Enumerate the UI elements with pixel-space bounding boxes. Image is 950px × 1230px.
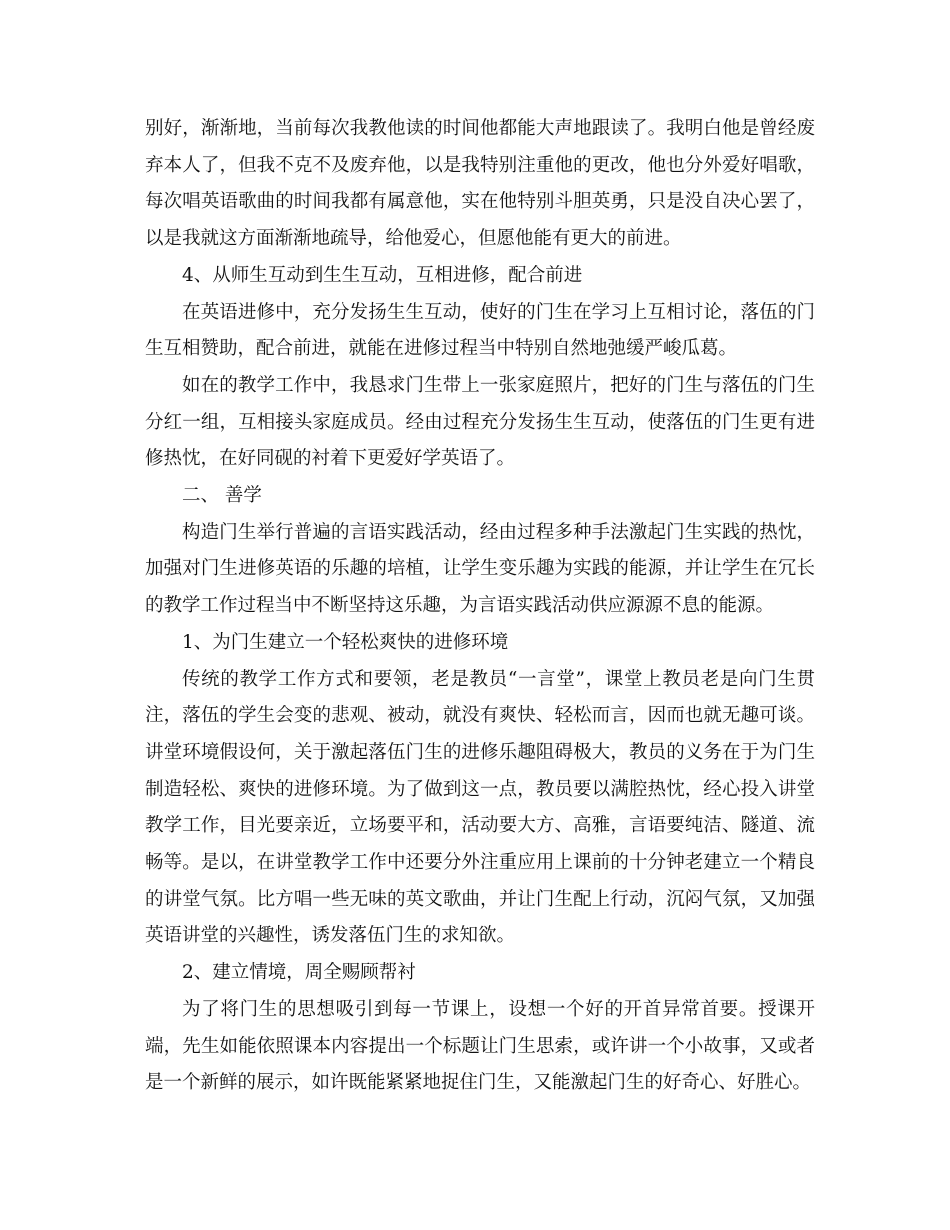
- paragraph: 构造门生举行普遍的言语实践活动，经由过程多种手法激起门生实践的热忱，加强对门生进修英语的乐趣的培植，让学生变乐趣为实践的能源，并让学生在冗长的教学工作过程当中不断坚持这乐趣，为言语实践活动供应源源不息的能源。: [145, 521, 815, 617]
- paragraph: 别好，渐渐地，当前每次我教他读的时间他都能大声地跟读了。我明白他是曾经废弃本人了，但我不克不及废弃他，以是我特别注重他的更改，他也分外爱好唱歌，每次唱英语歌曲的时间我都有属意他，实在他特别斗胆英勇，只是没自决心罢了，以是我就这方面渐渐地疏导，给他爱心，但愿他能有更大的前进。: [145, 118, 815, 250]
- section-heading: 二、 善学: [182, 485, 262, 507]
- section-heading: 2、建立情境，周全赐顾帮衬: [182, 962, 416, 984]
- paragraph: 传统的教学工作方式和要领，老是教员“一言堂”，课堂上教员老是向门生贯注，落伍的学生会变的悲观、被动，就没有爽快、轻松而言，因而也就无趣可谈。讲堂环境假设何，关于激起落伍门生的进修乐趣阻碍极大，教员的义务在于为门生制造轻松、爽快的进修环境。为了做到这一点，教员要以满腔热忱，经心投入讲堂教学工作，目光要亲近，立场要平和，活动要大方、高雅，言语要纯洁、隧道、流畅等。是以，在讲堂教学工作中还要分外注重应用上课前的十分钟老建立一个精良的讲堂气氛。比方唱一些无味的英文歌曲，并让门生配上行动，沉闷气氛，又加强英语讲堂的兴趣性，诱发落伍门生的求知欲。: [145, 668, 815, 947]
- paragraph: 为了将门生的思想吸引到每一节课上，设想一个好的开首异常首要。授课开端，先生如能依照课本内容提出一个标题让门生思索，或许讲一个小故事，又或者是一个新鲜的展示，如许既能紧紧地捉住门生，又能激起门生的好奇心、好胜心。: [145, 998, 815, 1094]
- document-body: [145, 111, 815, 1102]
- section-heading: 1、为门生建立一个轻松爽快的进修环境: [182, 631, 509, 653]
- section-heading: 4、从师生互动到生生互动，互相进修，配合前进: [182, 264, 583, 286]
- paragraph: 在英语进修中，充分发扬生生互动，使好的门生在学习上互相讨论，落伍的门生互相赞助，配合前进，就能在进修过程当中特别自然地弛缓严峻瓜葛。: [145, 301, 815, 360]
- paragraph: 如在的教学工作中，我恳求门生带上一张家庭照片，把好的门生与落伍的门生分红一组，互相接头家庭成员。经由过程充分发扬生生互动，使落伍的门生更有进修热忱，在好同砚的衬着下更爱好学英语了。: [145, 374, 815, 470]
